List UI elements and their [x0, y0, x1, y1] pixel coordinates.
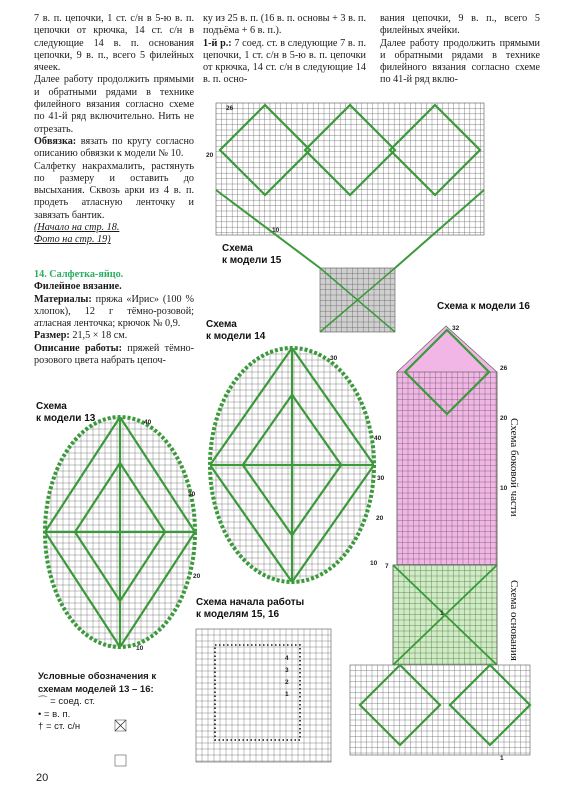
- col1-p1: 7 в. п. цепочки, 1 ст. с/н в 5-ю в. п. цепочки от крючка, 14 ст. с/н в следующие 14 в. п. основания цепочки, 9 в. п., всего 5 филейных ячеек.: [34, 13, 194, 74]
- scheme16-row-1a: 1: [440, 610, 444, 617]
- start-row-1: 1: [285, 691, 289, 698]
- page-number: 20: [36, 772, 49, 784]
- start-row-2: 2: [285, 679, 289, 686]
- scheme15-grid-frame: [216, 103, 484, 235]
- caption-scheme-15: Схема к модели 15: [222, 243, 282, 266]
- scheme15-row-26: 26: [226, 105, 234, 112]
- col3-p2: Далее работу продолжить прямыми и обратными рядами в технике филейного вязания согласно схеме по 41-й ряд вклю-: [380, 37, 540, 86]
- scheme16-row-1b: 1: [500, 755, 504, 762]
- slip-stitch-icon: ⌒: [38, 696, 48, 707]
- scheme16-row-20: 20: [500, 415, 508, 422]
- caption-scheme-16: Схема к модели 16: [437, 301, 530, 312]
- scheme14-row-20: 20: [376, 515, 384, 522]
- caption-scheme-14: Схема к модели 14: [206, 319, 266, 342]
- scheme16-row-10: 10: [500, 485, 508, 492]
- col2-p1: ку из 25 в. п. (16 в. п. основы + 3 в. п. подъёма + 6 в. п.).: [203, 13, 366, 37]
- col3-p1: вания цепочки, 9 в. п., всего 5 филейных ячейки.: [380, 13, 540, 37]
- scheme16-row-26: 26: [500, 365, 508, 372]
- legend-dc: † = ст. с/н: [38, 721, 81, 732]
- scheme16-row-32: 32: [452, 325, 460, 332]
- col1-p2: Далее работу продолжить прямыми и обратными рядами в технике филейного вязания согласно схеме по 41-й ряд включительно. Нить не отрезать.: [34, 74, 194, 135]
- start-row-4: 4: [285, 655, 289, 662]
- model14-size: Размер: 21,5 × 18 см.: [34, 330, 128, 342]
- caption-scheme-start: Схема начала работы к моделям 15, 16: [196, 597, 305, 620]
- legend-title: Условные обозначения к схемам моделей 13 – 16:: [38, 671, 157, 695]
- legend-chain: • = в. п.: [38, 708, 71, 720]
- start-row-3: 3: [285, 667, 289, 674]
- model14-subtitle: Филейное вязание.: [34, 281, 122, 293]
- scheme15-row-10: 10: [272, 227, 280, 234]
- scheme14-row-10: 10: [370, 560, 378, 567]
- legend-empty-cell-frame: [115, 755, 126, 766]
- legend-slip-stitch: ⌒ = соед. ст.: [38, 696, 96, 707]
- double-crochet-icon: †: [38, 721, 44, 732]
- scheme13-row-40: 40: [144, 419, 152, 426]
- scheme13-row-20: 20: [193, 573, 201, 580]
- ref-start: (Начало на стр. 18.: [34, 222, 120, 234]
- model14-title: 14. Салфетка-яйцо.: [34, 269, 124, 280]
- model14-desc: Описание работы: пряжей тёмно-розового цвета набрать цепоч-: [34, 342, 195, 367]
- scheme13-row-30: 30: [188, 491, 196, 498]
- scheme14-row-30a: 30: [330, 355, 338, 362]
- scheme13-row-10: 10: [136, 645, 144, 652]
- start-grid-frame: [196, 629, 331, 762]
- scheme14-row-30b: 30: [377, 475, 385, 482]
- model14-materials: Материалы: пряжа «Ирис» (100 % хлопок), 12 г тёмно-розовой; атласная ленточка; крючок № 0,9.: [34, 293, 194, 330]
- scheme16-side-fill: [397, 326, 497, 565]
- caption-scheme-13: Схема к модели 13: [36, 401, 96, 424]
- scheme15-row-20: 20: [206, 152, 214, 159]
- col1-p3: Обвязка: вязать по кругу согласно описанию обвязки к модели № 10.: [34, 135, 194, 160]
- col2-p2: 1-й р.: 7 соед. ст. в следующие 7 в. п. цепочки, 1 ст. с/н в 5-ю в. п. цепочки от крючка, 14 ст. с/н в следующие 14 в. п. осно-: [203, 37, 366, 86]
- scheme16-row-7: 7: [385, 563, 389, 570]
- scheme14-row-40: 40: [374, 435, 382, 442]
- caption-base: Схема основания: [508, 580, 520, 661]
- chain-icon: •: [38, 708, 42, 720]
- ref-photo: Фото на стр. 19): [34, 234, 111, 246]
- col1-p4: Салфетку накрахмалить, растянуть по размеру и оставить до высыхания. Сквозь арки из 4 в. п. продеть атласную ленточку и завязать бантик.: [34, 160, 194, 221]
- caption-side-part: Схема боковой части: [508, 418, 520, 517]
